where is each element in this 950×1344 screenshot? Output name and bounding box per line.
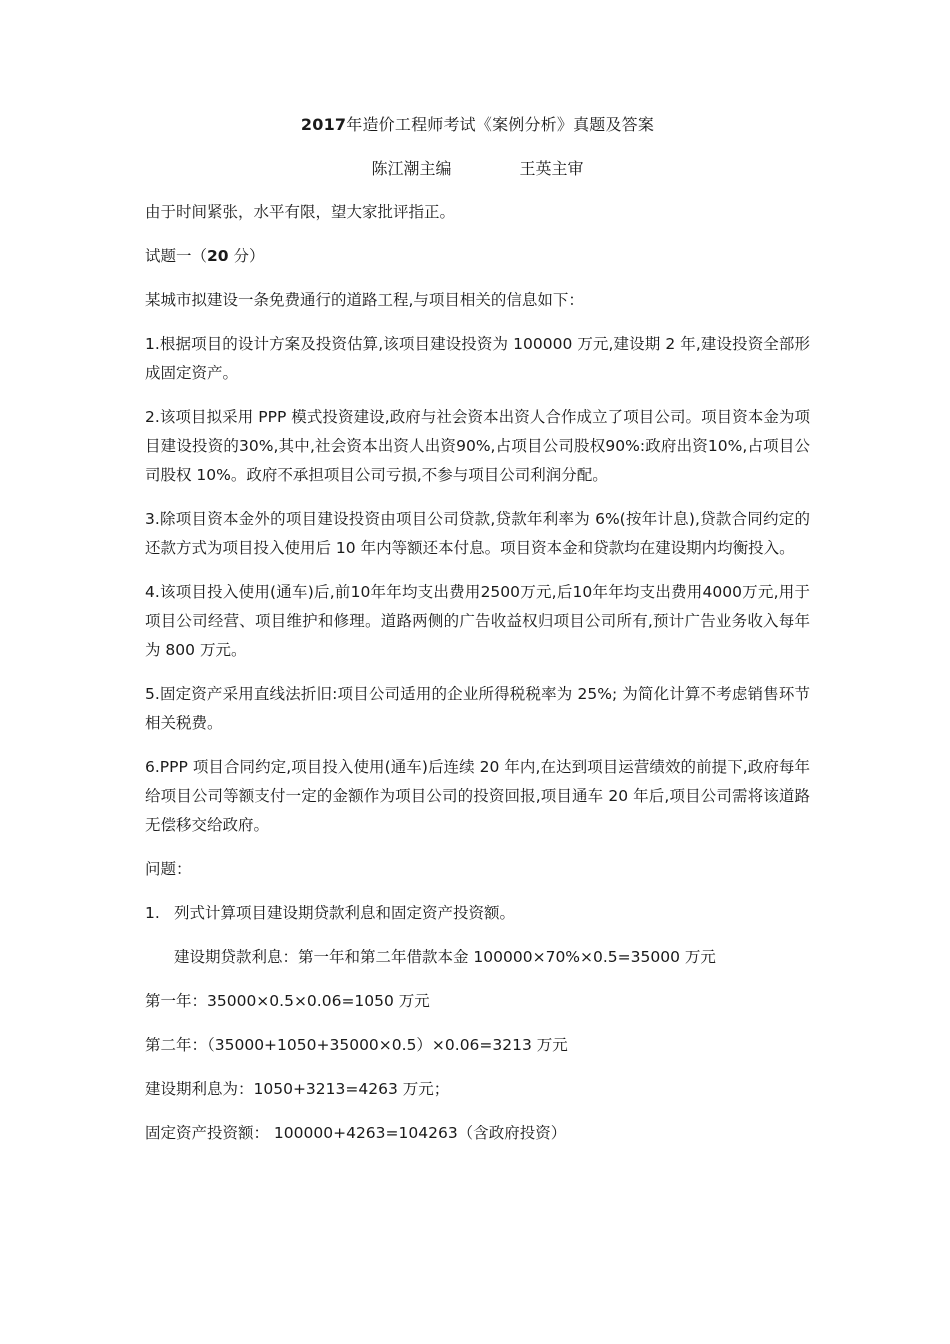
item-paragraph-3: 3.除项目资本金外的项目建设投资由项目公司贷款,贷款年利率为 6%(按年计息),贷款合同约定的还款方式为项目投入使用后 10 年内等额还本付息。项目资本金和贷款均在建设期内均衡投入。: [145, 510, 810, 557]
title-year: 2017: [300, 115, 347, 134]
section-score: 20: [207, 247, 229, 265]
intro-paragraph: 某城市拟建设一条免费通行的道路工程,与项目相关的信息如下：: [145, 291, 584, 309]
author-line: [145, 156, 810, 182]
item-paragraph-1: 1.根据项目的设计方案及投资估算,该项目建设投资为 100000 万元,建设期 2 年,建设投资全部形成固定资产。: [145, 335, 810, 382]
item-paragraph-2: 2.该项目拟采用 PPP 模式投资建设,政府与社会资本出资人合作成立了项目公司。项目资本金为项目建设投资的30%,其中,社会资本出资人出资90%,占项目公司股权90%:政府出资10%,占项目公司股权 10%。政府不承担项目公司亏损,不参与项目公司利润分配。: [145, 408, 810, 484]
answer-line-1: 建设期贷款利息：第一年和第二年借款本金 100000×70%×0.5=35000 万元: [174, 948, 716, 966]
answer-line-4: 建设期利息为：1050+3213=4263 万元；: [145, 1080, 450, 1098]
item-paragraph-4: 4.该项目投入使用(通车)后,前10年年均支出费用2500万元,后10年年均支出费用4000万元,用于项目公司经营、项目维护和修理。道路两侧的广告收益权归项目公司所有,预计广告业务收入每年为 800 万元。: [145, 583, 810, 659]
question-1: [145, 899, 810, 928]
question-1-number: 1.: [145, 904, 160, 922]
answer-line-2: 第一年：35000×0.5×0.06=1050 万元: [145, 992, 430, 1010]
section-heading: 试题一（20 分）: [145, 247, 265, 265]
editor-name: 陈江潮主编: [371, 159, 452, 178]
answer-line-5: 固定资产投资额： 100000+4263=104263（含政府投资）: [145, 1124, 567, 1142]
document-title: [145, 112, 810, 138]
document-page: [145, 112, 810, 1163]
reviewer-name: 王英主审: [519, 159, 584, 178]
title-text: 年造价工程师考试《案例分析》真题及答案: [346, 115, 655, 134]
question-1-text: 列式计算项目建设期贷款利息和固定资产投资额。: [174, 904, 516, 922]
questions-label: 问题：: [145, 860, 192, 878]
item-paragraph-5: 5.固定资产采用直线法折旧:项目公司适用的企业所得税税率为 25%; 为简化计算不考虑销售环节相关税费。: [145, 685, 810, 732]
note-paragraph: 由于时间紧张，水平有限，望大家批评指正。: [145, 203, 456, 221]
answer-line-3: 第二年：（35000+1050+35000×0.5）×0.06=3213 万元: [145, 1036, 568, 1054]
item-paragraph-6: 6.PPP 项目合同约定,项目投入使用(通车)后连续 20 年内,在达到项目运营绩效的前提下,政府每年给项目公司等额支付一定的金额作为项目公司的投资回报,项目通车 20 年后,项目公司需将该道路无偿移交给政府。: [145, 758, 810, 834]
